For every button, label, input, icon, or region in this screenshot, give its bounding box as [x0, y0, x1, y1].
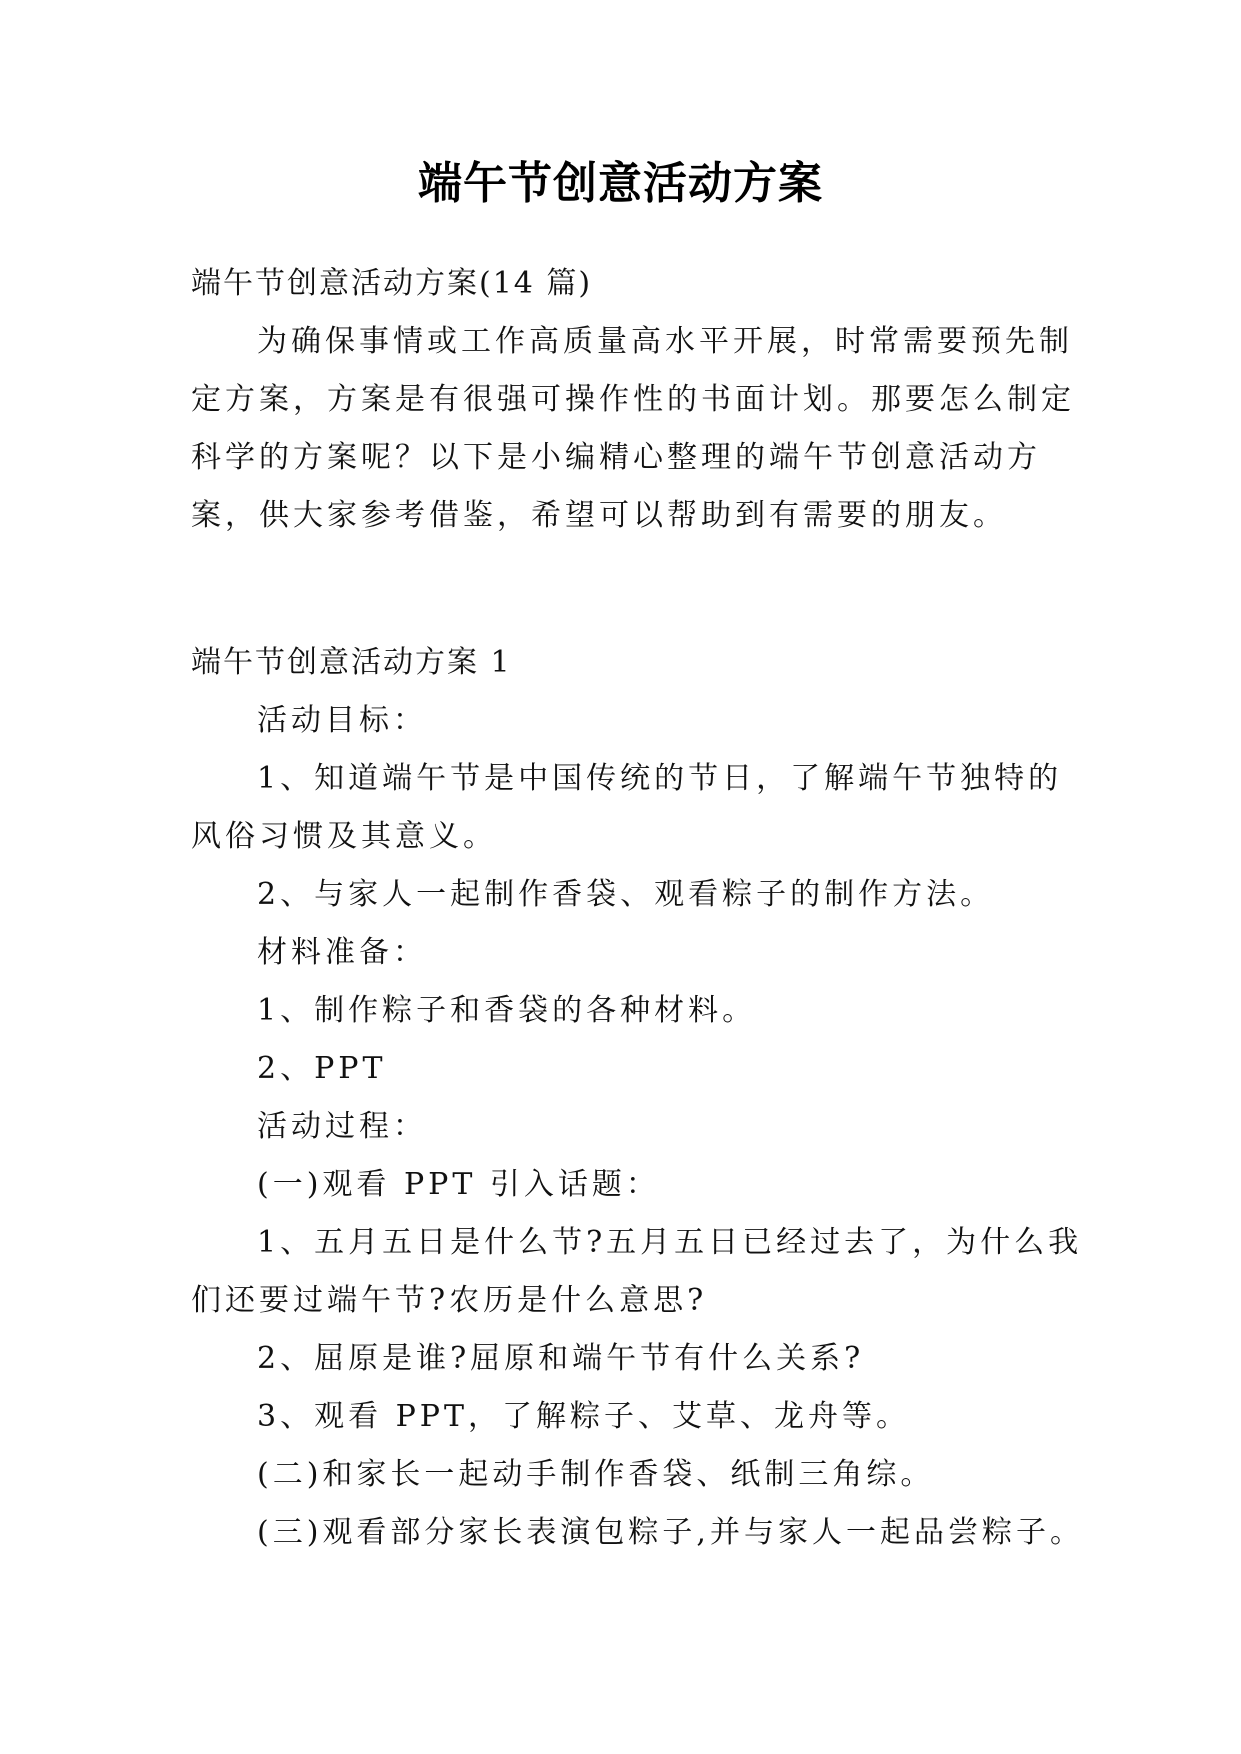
paragraph-line: 1、制作粽子和香袋的各种材料。: [257, 993, 757, 1028]
intro-block: [191, 255, 1075, 545]
paragraph-line: (一)观看 PPT 引入话题：: [257, 1167, 660, 1202]
paragraph-line: 风俗习惯及其意义。: [191, 819, 497, 854]
section-label-goals: 活动目标：: [257, 703, 427, 738]
intro-paragraph-line: 案，供大家参考借鉴，希望可以帮助到有需要的朋友。: [191, 498, 1007, 533]
paragraph-line: 1、五月五日是什么节?五月五日已经过去了，为什么我: [257, 1225, 1083, 1260]
intro-paragraph-line: 科学的方案呢？以下是小编精心整理的端午节创意活动方: [191, 440, 1041, 475]
intro-paragraph-line: 为确保事情或工作高质量高水平开展，时常需要预先制: [257, 324, 1073, 359]
intro-subtitle: 端午节创意活动方案(14 篇): [191, 266, 593, 301]
paragraph-line: 们还要过端午节?农历是什么意思?: [191, 1283, 708, 1318]
paragraph-line: (二)和家长一起动手制作香袋、纸制三角综。: [257, 1457, 935, 1492]
intro-paragraph-line: 定方案，方案是有很强可操作性的书面计划。那要怎么制定: [191, 382, 1075, 417]
paragraph-line: 1、知道端午节是中国传统的节日，了解端午节独特的: [257, 761, 1063, 796]
paragraph-line: 2、与家人一起制作香袋、观看粽子的制作方法。: [257, 877, 995, 912]
paragraph-line: (三)观看部分家长表演包粽子,并与家人一起品尝粽子。: [257, 1515, 1084, 1550]
paragraph-line: 2、PPT: [257, 1051, 387, 1086]
paragraph-line: 2、屈原是谁?屈原和端午节有什么关系?: [257, 1341, 865, 1376]
section-1-block: [191, 634, 1084, 1562]
section-label-materials: 材料准备：: [257, 935, 427, 970]
paragraph-line: 3、观看 PPT，了解粽子、艾草、龙舟等。: [257, 1399, 911, 1434]
section-1-heading: 端午节创意活动方案 1: [191, 645, 512, 680]
document-title: 端午节创意活动方案: [418, 158, 823, 209]
section-label-process: 活动过程：: [257, 1109, 427, 1144]
